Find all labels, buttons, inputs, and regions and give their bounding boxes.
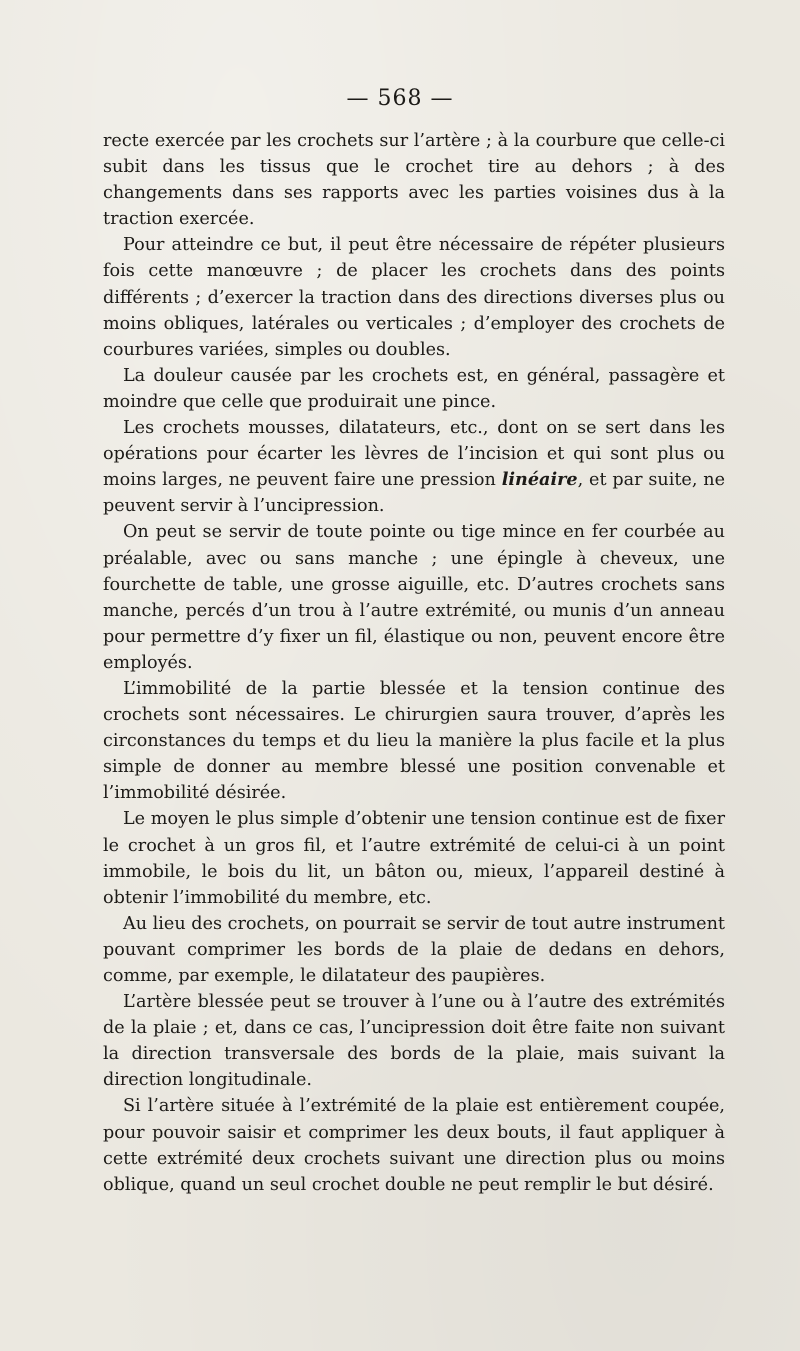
paragraph-text: La douleur causée par les crochets est, en général, passagère et moindre que celle que produirait une pince.	[103, 365, 725, 412]
paragraph	[103, 806, 725, 910]
italic-term: linéaire	[501, 469, 578, 491]
paragraph	[103, 1093, 725, 1197]
paragraph-text: On peut se servir de toute pointe ou tige mince en fer courbée au préalable, avec ou sans manche ; une épingle à cheveux, une fourchette de table, une grosse aiguille, etc. D’autres crochets sans manche, percés d’un trou à l’autre extrémité, ou munis d’un anneau pour permettre d’y fixer un fil, élastique ou non, peuvent encore être employés.	[103, 522, 725, 673]
page-body	[103, 128, 725, 1198]
paragraph	[103, 128, 725, 232]
paragraph-text: L’immobilité de la partie blessée et la tension continue des crochets sont nécessaires. Le chirurgien saura trouver, d’après les circonstances du temps et du lieu la manière la plus facile et la plus simple de donner au membre blessé une position convenable et l’immobilité désirée.	[103, 678, 725, 804]
paragraph-text: Pour atteindre ce but, il peut être nécessaire de répéter plusieurs fois cette manœuvre ; de placer les crochets dans des points différents ; d’exercer la traction dans des directions diverses plus ou moins obliques, latérales ou verticales ; d’employer des crochets de courbures variées, simples ou doubles.	[103, 235, 725, 360]
paragraph-text: Au lieu des crochets, on pourrait se servir de tout autre instrument pouvant comprimer les bords de la plaie de dedans en dehors, comme, par exemple, le dilatateur des paupières.	[103, 913, 725, 986]
paragraph	[103, 676, 725, 806]
paragraph	[103, 363, 725, 415]
paragraph-text: L’artère blessée peut se trouver à l’une ou à l’autre des extrémités de la plaie ; et, dans ce cas, l’uncipression doit être faite non suivant la direction transversale des bords de la plaie, mais suivant la direction longitudinale.	[103, 992, 725, 1091]
paragraph	[103, 519, 725, 676]
paragraph-text: , et par suite, ne peuvent servir à l’uncipression.	[103, 470, 725, 517]
paragraph	[103, 232, 725, 362]
page-number: — 568 —	[346, 86, 454, 111]
paragraph-text: Les crochets mousses, dilatateurs, etc., dont on se sert dans les opérations pour écarter les lèvres de l’incision et qui sont plus ou moins larges, ne peuvent faire une pression	[103, 418, 725, 491]
paragraph	[103, 989, 725, 1093]
paragraph-text: Le moyen le plus simple d’obtenir une tension continue est de fixer le crochet à un gros fil, et l’autre extrémité de celui-ci à un point immobile, le bois du lit, un bâton ou, mieux, l’appareil destiné à obtenir l’immobilité du membre, etc.	[103, 809, 725, 908]
paragraph	[103, 415, 725, 519]
paragraph-text: Si l’artère située à l’extrémité de la plaie est entièrement coupée, pour pouvoir saisir et comprimer les deux bouts, il faut appliquer à cette extrémité deux crochets suivant une direction plus ou moins oblique, quand un seul crochet double ne peut remplir le but désiré.	[103, 1096, 725, 1195]
paragraph	[103, 911, 725, 989]
paragraph-text: recte exercée par les crochets sur l’artère ; à la courbure que celle-ci subit dans les tissus que le crochet tire au dehors ; à des changements dans ses rapports avec les parties voisines dus à la traction exercée.	[103, 131, 725, 230]
